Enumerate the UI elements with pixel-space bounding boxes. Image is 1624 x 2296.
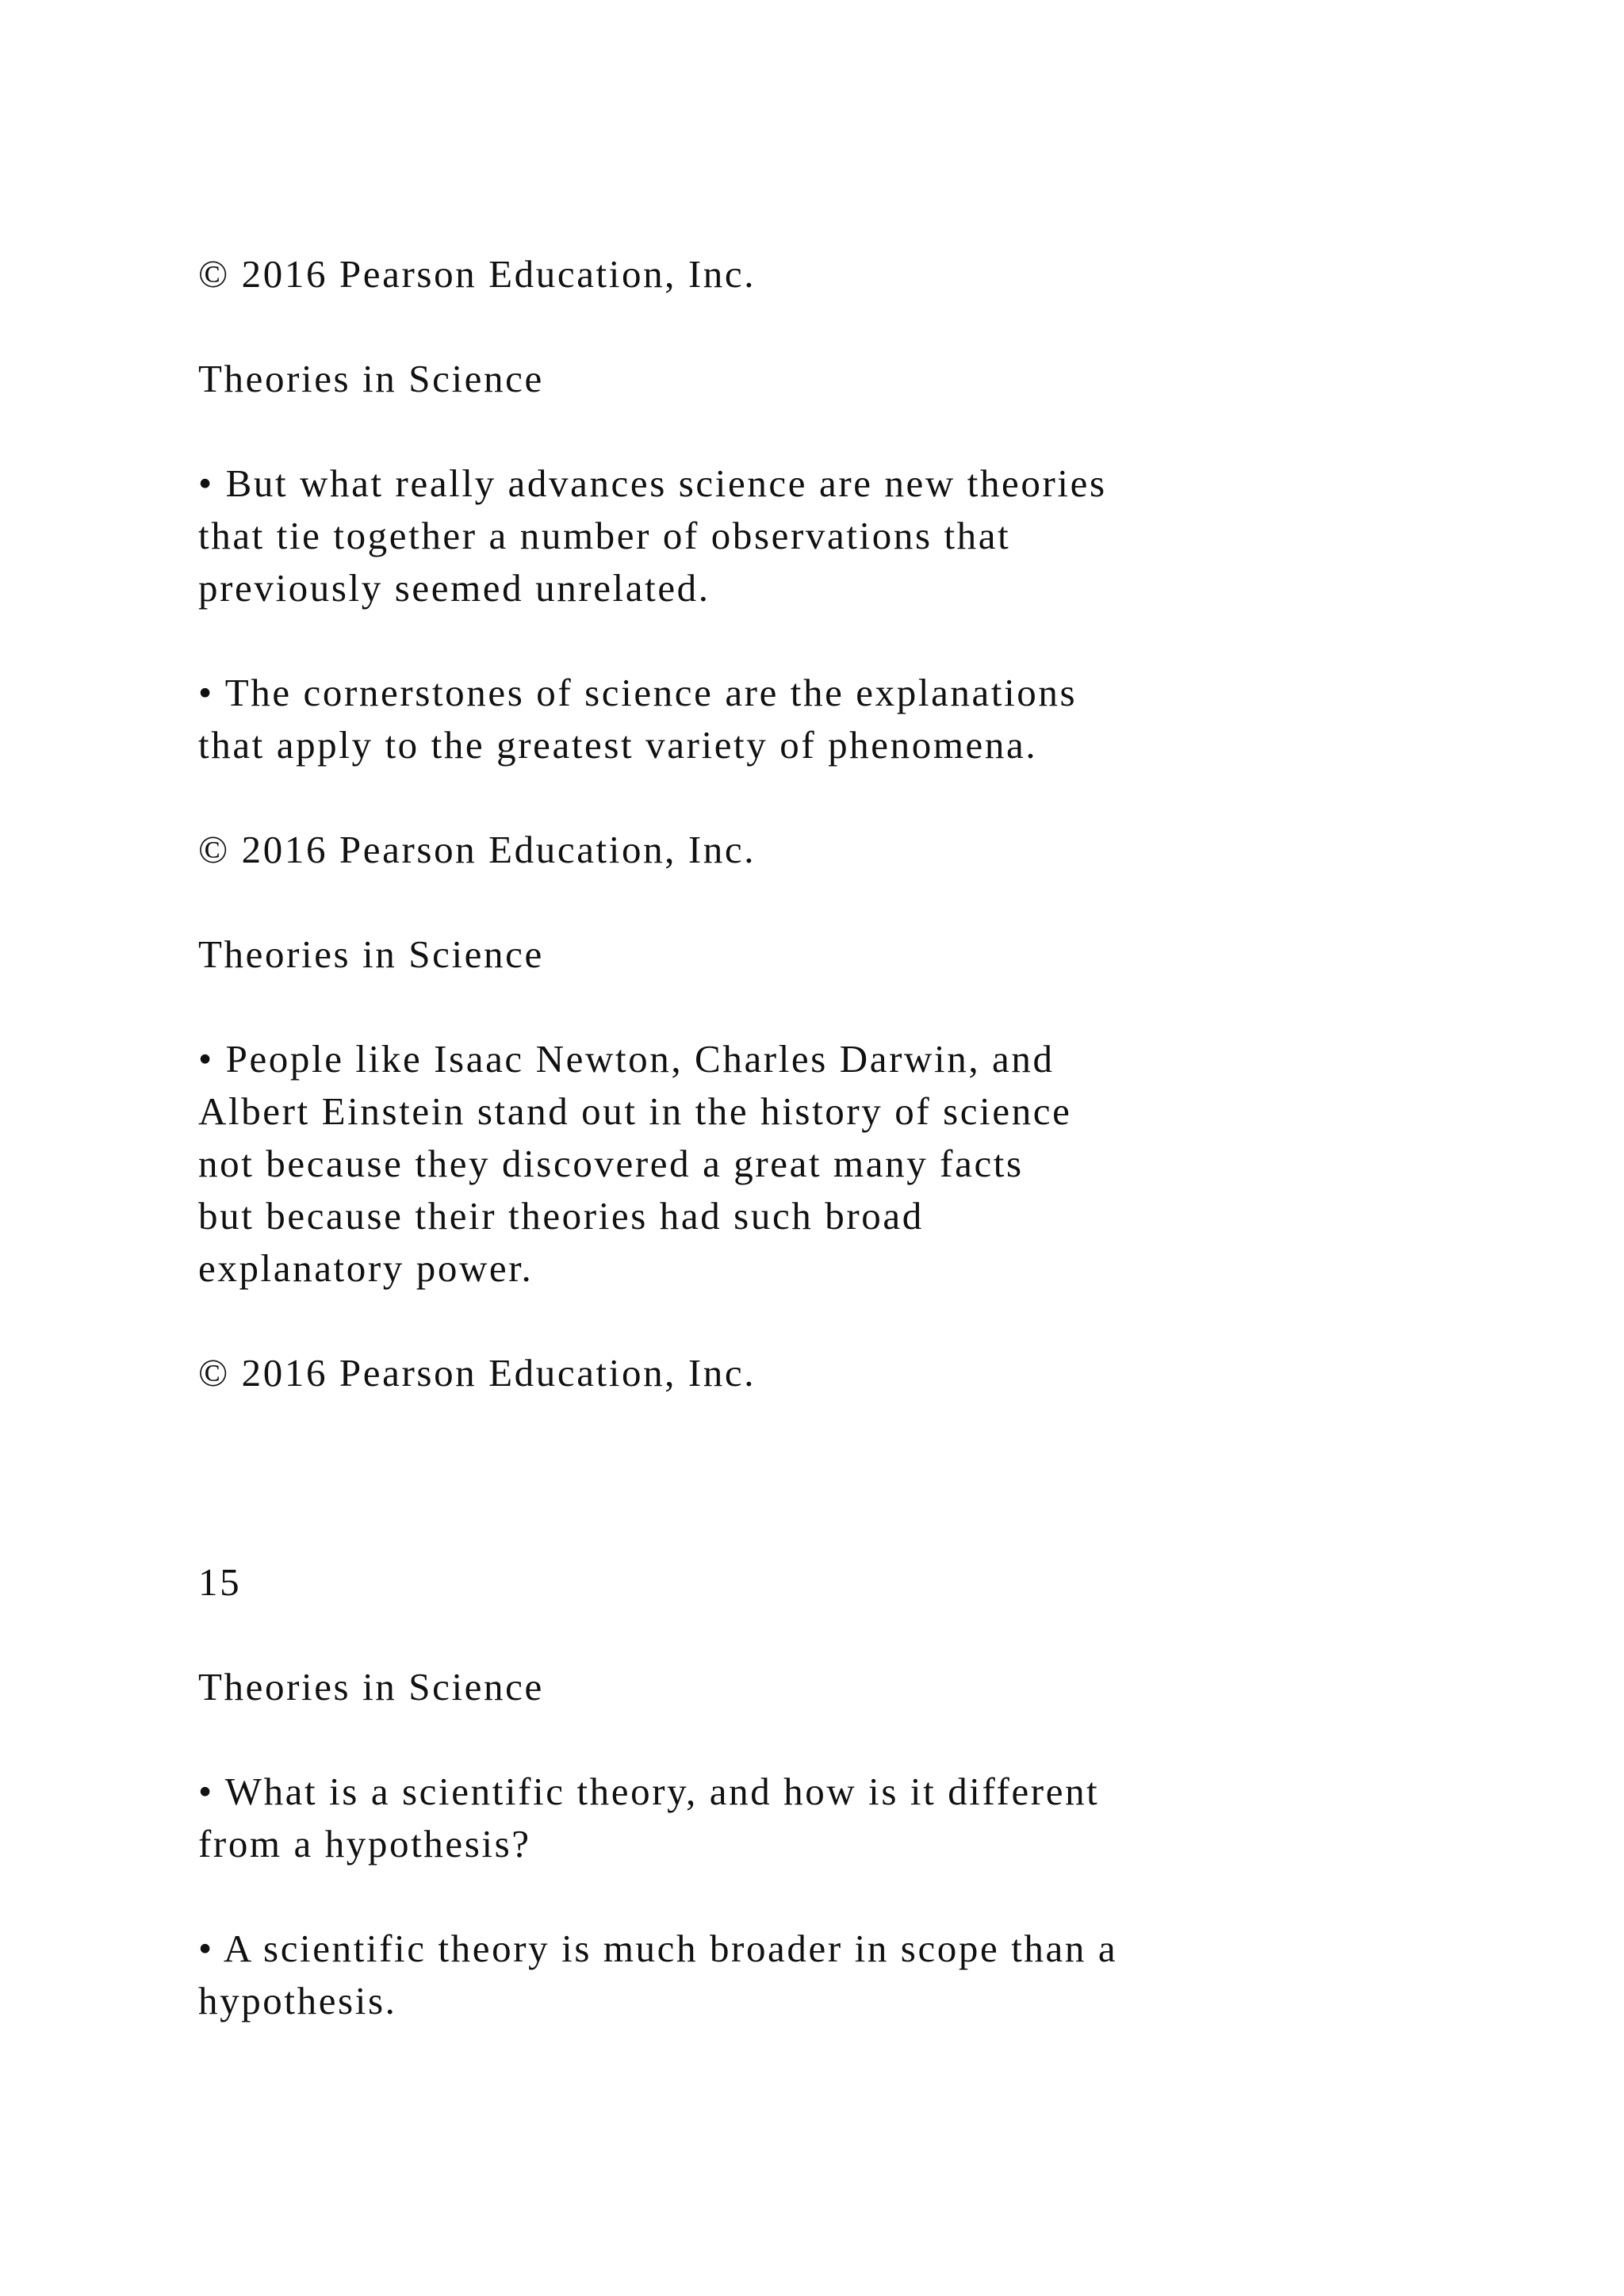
copyright-notice: © 2016 Pearson Education, Inc. bbox=[198, 1351, 756, 1395]
bullet-line: • But what really advances science are new theories bbox=[198, 461, 1107, 505]
bullet-line: previously seemed unrelated. bbox=[198, 566, 710, 610]
section-heading: Theories in Science bbox=[198, 1665, 544, 1709]
bullet-line: that apply to the greatest variety of phenomena. bbox=[198, 723, 1038, 767]
section-heading: Theories in Science bbox=[198, 357, 544, 400]
bullet-line: from a hypothesis? bbox=[198, 1822, 531, 1866]
page-number: 15 bbox=[198, 1560, 242, 1604]
bullet-line: but because their theories had such broad bbox=[198, 1194, 924, 1238]
section-heading: Theories in Science bbox=[198, 932, 544, 976]
bullet-line: hypothesis. bbox=[198, 1979, 397, 2022]
bullet-line: • What is a scientific theory, and how is it different bbox=[198, 1770, 1100, 1813]
copyright-notice: © 2016 Pearson Education, Inc. bbox=[198, 252, 756, 296]
bullet-line: that tie together a number of observations that bbox=[198, 514, 1011, 557]
copyright-notice: © 2016 Pearson Education, Inc. bbox=[198, 828, 756, 871]
bullet-line: not because they discovered a great many facts bbox=[198, 1142, 1024, 1185]
bullet-line: • A scientific theory is much broader in scope than a bbox=[198, 1927, 1118, 1970]
bullet-line: Albert Einstein stand out in the history of science bbox=[198, 1089, 1072, 1133]
bullet-line: • People like Isaac Newton, Charles Darwin, and bbox=[198, 1037, 1055, 1081]
bullet-line: • The cornerstones of science are the explanations bbox=[198, 671, 1078, 714]
bullet-line: explanatory power. bbox=[198, 1246, 534, 1290]
